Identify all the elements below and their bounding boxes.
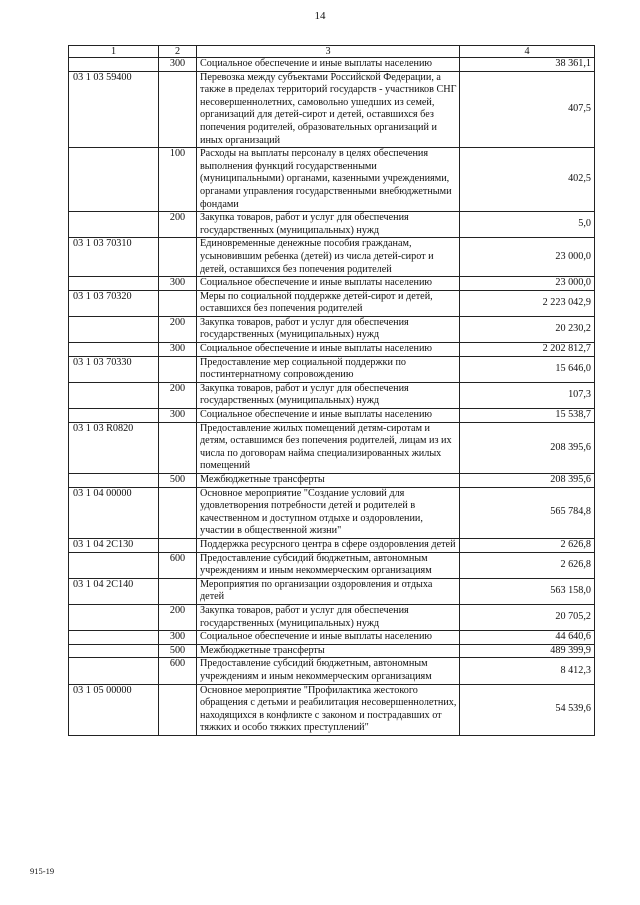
row-code [69, 474, 159, 488]
row-expense-type: 300 [159, 631, 197, 645]
table-header [69, 46, 595, 58]
row-description: Закупка товаров, работ и услуг для обеспечения государственных (муниципальных) нужд [197, 604, 460, 630]
table-row [69, 290, 595, 316]
row-description: Единовременные денежные пособия гражданам, усыновившим ребенка (детей) из числа детей-сирот и детей, оставшихся без попечения родителей [197, 238, 460, 277]
row-code [69, 644, 159, 658]
row-expense-type: 100 [159, 148, 197, 212]
row-code [69, 631, 159, 645]
table-row [69, 238, 595, 277]
row-code: 03 1 03 70310 [69, 238, 159, 277]
row-expense-type [159, 422, 197, 473]
row-amount: 15 646,0 [460, 356, 595, 382]
header-col-1: 1 [69, 46, 159, 58]
row-expense-type [159, 487, 197, 538]
row-amount: 5,0 [460, 212, 595, 238]
row-expense-type: 300 [159, 277, 197, 291]
row-amount: 44 640,6 [460, 631, 595, 645]
row-description: Основное мероприятие "Создание условий для удовлетворения потребности детей и родителей в качественном и доступном отдыхе и оздоровлении, участии в общественной жизни" [197, 487, 460, 538]
row-code [69, 316, 159, 342]
table-row [69, 71, 595, 148]
row-amount: 208 395,6 [460, 474, 595, 488]
row-amount: 20 705,2 [460, 604, 595, 630]
table-row [69, 631, 595, 645]
row-code [69, 277, 159, 291]
row-description: Предоставление субсидий бюджетным, автономным учреждениям и иным некоммерческим организациям [197, 552, 460, 578]
row-code: 03 1 03 59400 [69, 71, 159, 148]
row-amount: 402,5 [460, 148, 595, 212]
header-col-3: 3 [197, 46, 460, 58]
header-col-4: 4 [460, 46, 595, 58]
table-row [69, 356, 595, 382]
row-amount: 107,3 [460, 382, 595, 408]
row-description: Мероприятия по организации оздоровления и отдыха детей [197, 578, 460, 604]
row-code [69, 658, 159, 684]
row-expense-type [159, 290, 197, 316]
table-row [69, 382, 595, 408]
row-description: Перевозка между субъектами Российской Федерации, а также в пределах территорий государств - участников СНГ несовершеннолетних, самовольно ушедших из семей, организаций для детей-сирот и детей, оставшихся без попечения родителей, образовательных организаций и иных организаций [197, 71, 460, 148]
row-description: Закупка товаров, работ и услуг для обеспечения государственных (муниципальных) нужд [197, 212, 460, 238]
row-description: Социальное обеспечение и иные выплаты населению [197, 277, 460, 291]
row-description: Социальное обеспечение и иные выплаты населению [197, 631, 460, 645]
table-row [69, 409, 595, 423]
table-row [69, 644, 595, 658]
row-description: Социальное обеспечение и иные выплаты населению [197, 343, 460, 357]
row-code: 03 1 03 70330 [69, 356, 159, 382]
row-code: 03 1 04 00000 [69, 487, 159, 538]
row-amount: 15 538,7 [460, 409, 595, 423]
table-row [69, 422, 595, 473]
table-row [69, 538, 595, 552]
budget-table [68, 45, 595, 736]
table-row [69, 658, 595, 684]
row-amount: 38 361,1 [460, 58, 595, 72]
row-code [69, 382, 159, 408]
row-amount: 23 000,0 [460, 277, 595, 291]
row-description: Закупка товаров, работ и услуг для обеспечения государственных (муниципальных) нужд [197, 316, 460, 342]
row-expense-type: 300 [159, 58, 197, 72]
table-row [69, 212, 595, 238]
row-amount: 2 626,8 [460, 552, 595, 578]
page-number: 14 [314, 10, 326, 22]
row-description: Поддержка ресурсного центра в сфере оздоровления детей [197, 538, 460, 552]
table-row [69, 148, 595, 212]
row-code [69, 148, 159, 212]
row-code [69, 552, 159, 578]
table-row [69, 474, 595, 488]
table-row [69, 604, 595, 630]
row-expense-type: 200 [159, 212, 197, 238]
footer-code: 915-19 [30, 866, 55, 876]
row-amount: 565 784,8 [460, 487, 595, 538]
row-expense-type [159, 71, 197, 148]
row-amount: 563 158,0 [460, 578, 595, 604]
row-amount: 2 202 812,7 [460, 343, 595, 357]
row-expense-type: 200 [159, 316, 197, 342]
table-row [69, 343, 595, 357]
row-description: Предоставление жилых помещений детям-сиротам и детям, оставшимся без попечения родителей, лицам из их числа по договорам найма специализированных жилых помещений [197, 422, 460, 473]
row-amount: 8 412,3 [460, 658, 595, 684]
row-expense-type: 500 [159, 474, 197, 488]
row-description: Предоставление мер социальной поддержки по постинтернатному сопровождению [197, 356, 460, 382]
row-expense-type [159, 538, 197, 552]
row-code: 03 1 04 2C130 [69, 538, 159, 552]
row-description: Расходы на выплаты персоналу в целях обеспечения выполнения функций государственными (муниципальными) органами, казенными учреждениями, органами управления государственными внебюджетными фондами [197, 148, 460, 212]
row-amount: 489 399,9 [460, 644, 595, 658]
header-row [69, 46, 595, 58]
row-amount: 407,5 [460, 71, 595, 148]
row-amount: 208 395,6 [460, 422, 595, 473]
table-row [69, 487, 595, 538]
row-expense-type [159, 356, 197, 382]
row-code: 03 1 03 R0820 [69, 422, 159, 473]
row-expense-type: 200 [159, 604, 197, 630]
row-description: Меры по социальной поддержке детей-сирот и детей, оставшихся без попечения родителей [197, 290, 460, 316]
table-row [69, 58, 595, 72]
row-code [69, 409, 159, 423]
row-code [69, 58, 159, 72]
row-expense-type: 600 [159, 552, 197, 578]
row-code: 03 1 05 00000 [69, 684, 159, 735]
row-expense-type: 600 [159, 658, 197, 684]
table-row [69, 277, 595, 291]
row-expense-type: 500 [159, 644, 197, 658]
row-description: Межбюджетные трансферты [197, 644, 460, 658]
row-expense-type [159, 578, 197, 604]
row-code [69, 212, 159, 238]
header-col-2: 2 [159, 46, 197, 58]
table-row [69, 578, 595, 604]
row-amount: 54 539,6 [460, 684, 595, 735]
row-description: Социальное обеспечение и иные выплаты населению [197, 58, 460, 72]
row-amount: 2 223 042,9 [460, 290, 595, 316]
table-row [69, 552, 595, 578]
row-description: Предоставление субсидий бюджетным, автономным учреждениям и иным некоммерческим организациям [197, 658, 460, 684]
row-expense-type: 300 [159, 343, 197, 357]
row-amount: 23 000,0 [460, 238, 595, 277]
row-description: Межбюджетные трансферты [197, 474, 460, 488]
table-row [69, 316, 595, 342]
table-body [69, 58, 595, 736]
row-expense-type [159, 684, 197, 735]
row-amount: 20 230,2 [460, 316, 595, 342]
row-expense-type: 300 [159, 409, 197, 423]
row-description: Основное мероприятие "Профилактика жестокого обращения с детьми и реабилитация несовершеннолетних, находящихся в конфликте с законом и пострадавших от тяжких и особо тяжких преступлений" [197, 684, 460, 735]
row-code [69, 343, 159, 357]
row-expense-type: 200 [159, 382, 197, 408]
row-expense-type [159, 238, 197, 277]
row-code: 03 1 03 70320 [69, 290, 159, 316]
table-row [69, 684, 595, 735]
row-amount: 2 626,8 [460, 538, 595, 552]
row-code: 03 1 04 2C140 [69, 578, 159, 604]
row-description: Социальное обеспечение и иные выплаты населению [197, 409, 460, 423]
row-description: Закупка товаров, работ и услуг для обеспечения государственных (муниципальных) нужд [197, 382, 460, 408]
row-code [69, 604, 159, 630]
